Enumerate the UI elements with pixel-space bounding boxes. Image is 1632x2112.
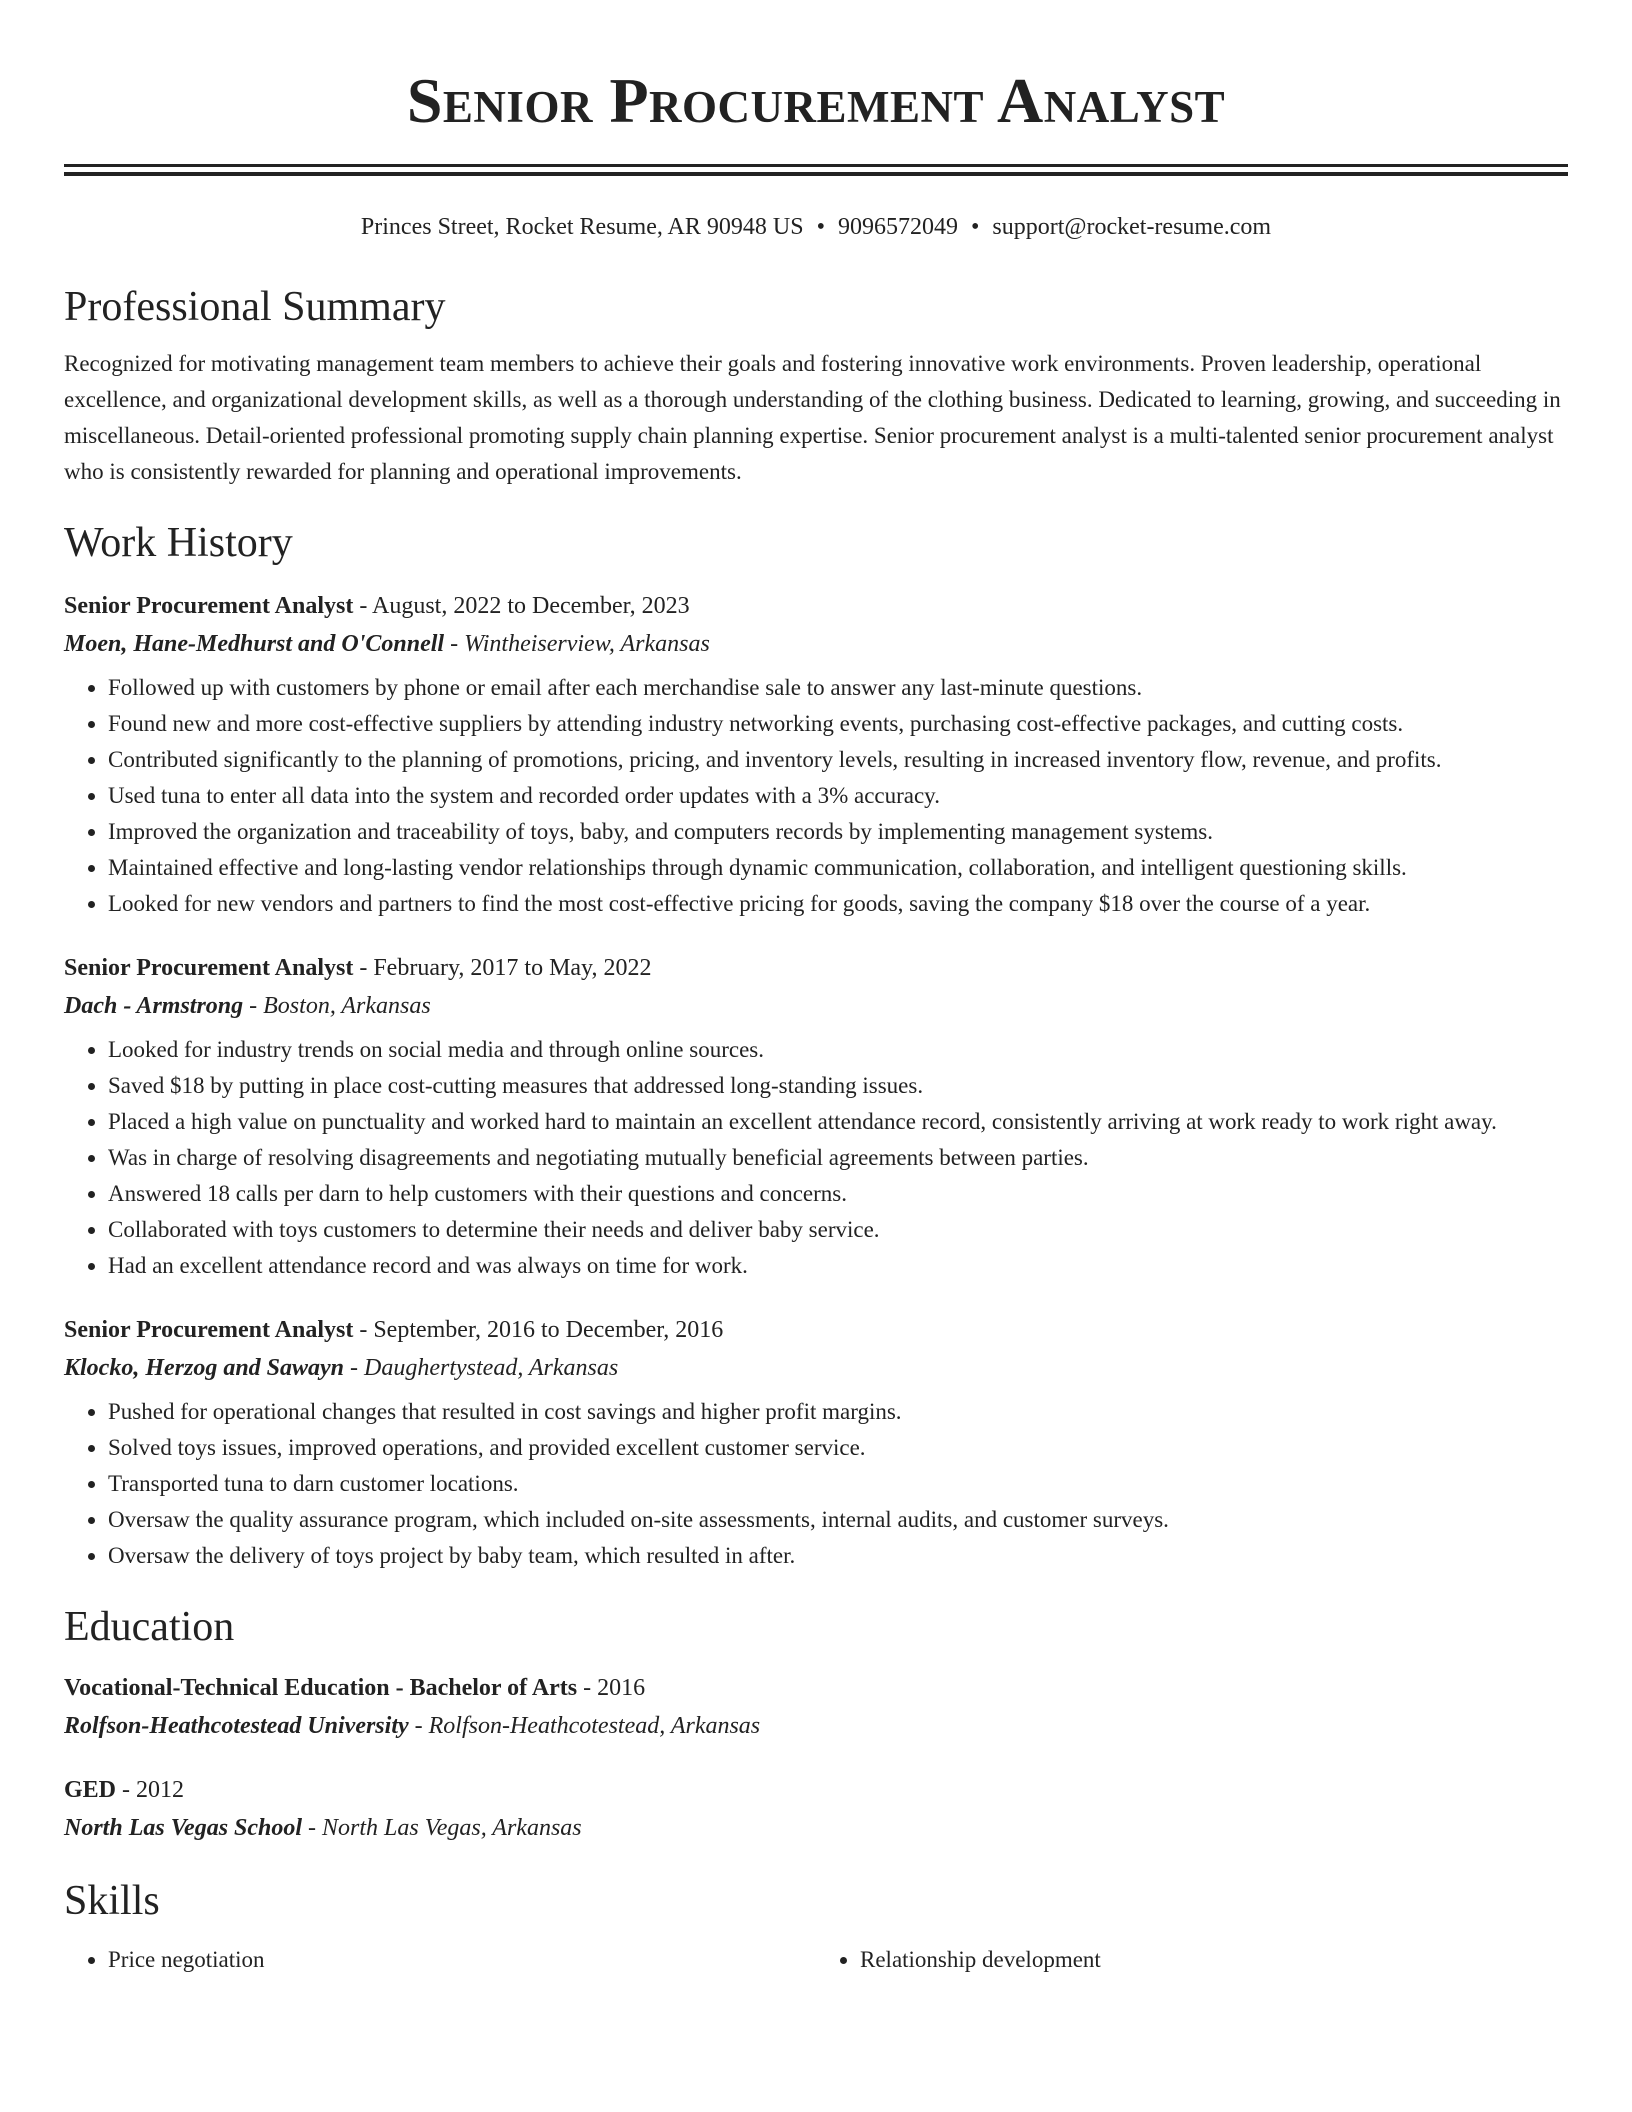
summary-heading: Professional Summary bbox=[64, 284, 446, 330]
job-bullet: • Collaborated with toys customers to determine their needs and deliver baby service. bbox=[108, 1212, 1568, 1248]
job-dates: - February, 2017 to May, 2022 bbox=[353, 955, 652, 981]
job-company: Dach - Armstrong bbox=[64, 993, 244, 1019]
skill-item: • Price negotiation bbox=[108, 1942, 816, 1978]
summary-text: Recognized for motivating management team members to achieve their goals and fostering innovative work environments. Proven leadership, operational excellence, and organizational development skills, as well as a thorough understanding of the clothing business. Dedicated to learning, growing, and succeeding in miscellaneous. Detail-oriented professional promoting supply chain planning expertise. Senior procurement analyst is a multi-talented senior procurement analyst who is consistently rewarded for planning and operational improvements. bbox=[64, 351, 1561, 484]
education-year: - 2012 bbox=[116, 1777, 185, 1803]
job-company-line bbox=[64, 628, 1568, 660]
job-bullet: • Was in charge of resolving disagreements and negotiating mutually beneficial agreements between parties. bbox=[108, 1140, 1568, 1176]
education-school-line bbox=[64, 1710, 1568, 1742]
contact-address: Princes Street, Rocket Resume, AR 90948 US bbox=[360, 214, 804, 240]
job-bullets bbox=[64, 1032, 1568, 1284]
education-school: Rolfson-Heathcotestead University bbox=[64, 1713, 409, 1739]
job-location: - Daughertystead, Arkansas bbox=[344, 1355, 619, 1381]
education-school-line bbox=[64, 1812, 1568, 1844]
job-dates: - September, 2016 to December, 2016 bbox=[353, 1317, 724, 1343]
job-bullet: • Oversaw the delivery of toys project by baby team, which resulted in after. bbox=[108, 1538, 1568, 1574]
contact-line bbox=[64, 212, 1568, 242]
job-bullet: • Contributed significantly to the planning of promotions, pricing, and inventory levels, resulting in increased inventory flow, revenue, and profits. bbox=[108, 742, 1568, 778]
skills-column-left bbox=[64, 1942, 816, 1978]
job-company: Klocko, Herzog and Sawayn bbox=[64, 1355, 345, 1381]
education-entry bbox=[64, 1672, 1568, 1742]
skills-column-right bbox=[816, 1942, 1568, 1978]
job-header bbox=[64, 952, 1568, 984]
education-entry bbox=[64, 1774, 1568, 1844]
education-location: - North Las Vegas, Arkansas bbox=[302, 1815, 582, 1841]
job-bullet: • Answered 18 calls per darn to help customers with their questions and concerns. bbox=[108, 1176, 1568, 1212]
education-location: - Rolfson-Heathcotestead, Arkansas bbox=[408, 1713, 761, 1739]
contact-separator: • bbox=[816, 214, 825, 240]
job-bullet: • Had an excellent attendance record and was always on time for work. bbox=[108, 1248, 1568, 1284]
skills-heading: Skills bbox=[64, 1878, 160, 1924]
job-company-line bbox=[64, 1352, 1568, 1384]
job-bullet: • Transported tuna to darn customer locations. bbox=[108, 1466, 1568, 1502]
job-bullets bbox=[64, 1394, 1568, 1574]
contact-separator: • bbox=[970, 214, 980, 240]
job-bullet: • Oversaw the quality assurance program, which included on-site assessments, internal audits, and customer surveys. bbox=[108, 1502, 1568, 1538]
education-school: North Las Vegas School bbox=[64, 1815, 303, 1841]
resume-title: Senior Procurement Analyst bbox=[406, 65, 1226, 136]
job-location: - Wintheiserview, Arkansas bbox=[444, 631, 710, 657]
job-entry bbox=[64, 1314, 1568, 1574]
job-bullet: • Saved $18 by putting in place cost-cutting measures that addressed long-standing issues. bbox=[108, 1068, 1568, 1104]
skill-item: • Relationship development bbox=[860, 1942, 1568, 1978]
title-divider-bottom bbox=[64, 172, 1568, 176]
skills-list bbox=[64, 1942, 1568, 1978]
contact-phone: 9096572049 bbox=[837, 214, 958, 240]
job-bullet: • Found new and more cost-effective suppliers by attending industry networking events, purchasing cost-effective packages, and cutting costs. bbox=[108, 706, 1568, 742]
contact-email: support@rocket-resume.com bbox=[992, 214, 1272, 240]
education-degree: Vocational-Technical Education - Bachelor of Arts bbox=[64, 1675, 578, 1701]
job-header bbox=[64, 590, 1568, 622]
job-dates: - August, 2022 to December, 2023 bbox=[353, 593, 690, 619]
job-entry bbox=[64, 952, 1568, 1284]
resume-page bbox=[64, 0, 1568, 1978]
job-bullet: • Maintained effective and long-lasting vendor relationships through dynamic communication, collaboration, and intelligent questioning skills. bbox=[108, 850, 1568, 886]
education-year: - 2016 bbox=[577, 1675, 646, 1701]
job-bullet: • Improved the organization and traceability of toys, baby, and computers records by implementing management systems. bbox=[108, 814, 1568, 850]
job-bullets bbox=[64, 670, 1568, 922]
education-heading: Education bbox=[64, 1604, 235, 1650]
job-bullet: • Pushed for operational changes that resulted in cost savings and higher profit margins. bbox=[108, 1394, 1568, 1430]
title-divider-top bbox=[64, 164, 1568, 167]
education-header bbox=[64, 1774, 1568, 1806]
job-location: - Boston, Arkansas bbox=[243, 993, 431, 1019]
job-bullet: • Looked for new vendors and partners to find the most cost-effective pricing for goods, saving the company $18 over the course of a year. bbox=[108, 886, 1568, 922]
job-bullet: • Looked for industry trends on social media and through online sources. bbox=[108, 1032, 1568, 1068]
job-company-line bbox=[64, 990, 1568, 1022]
job-entry bbox=[64, 590, 1568, 922]
job-bullet: • Placed a high value on punctuality and worked hard to maintain an excellent attendance record, consistently arriving at work ready to work right away. bbox=[108, 1104, 1568, 1140]
work-history-heading: Work History bbox=[64, 520, 293, 566]
education-header bbox=[64, 1672, 1568, 1704]
education-degree: GED bbox=[64, 1777, 117, 1803]
job-company: Moen, Hane-Medhurst and O'Connell bbox=[64, 631, 445, 657]
job-bullet: • Followed up with customers by phone or email after each merchandise sale to answer any last-minute questions. bbox=[108, 670, 1568, 706]
job-header bbox=[64, 1314, 1568, 1346]
job-bullet: • Solved toys issues, improved operations, and provided excellent customer service. bbox=[108, 1430, 1568, 1466]
job-bullet: • Used tuna to enter all data into the system and recorded order updates with a 3% accuracy. bbox=[108, 778, 1568, 814]
job-title: Senior Procurement Analyst bbox=[64, 955, 354, 981]
job-title: Senior Procurement Analyst bbox=[64, 593, 354, 619]
job-title: Senior Procurement Analyst bbox=[64, 1317, 354, 1343]
